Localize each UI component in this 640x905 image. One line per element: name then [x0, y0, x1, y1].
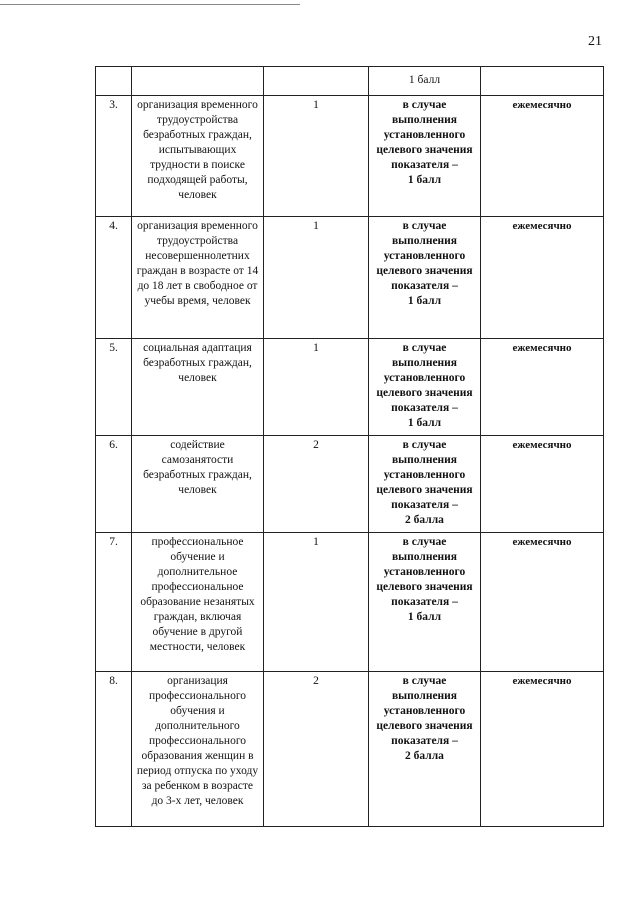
row-indicator: организация временного трудоустройства безработных граждан, испытывающих трудности в поиске подходящей работы, человек	[132, 96, 264, 217]
row-condition: в случае выполнения установленного целевого значения показателя – 2 балла	[369, 672, 481, 827]
cell-condition: 1 балл	[369, 67, 481, 96]
table-row-continuation	[96, 67, 604, 96]
row-period: ежемесячно	[481, 217, 604, 339]
row-period: ежемесячно	[481, 436, 604, 533]
header-rule	[0, 4, 300, 5]
row-points: 1	[264, 217, 369, 339]
row-number: 8.	[96, 672, 132, 827]
row-indicator: профессиональное обучение и дополнительное профессиональное образование незанятых граждан, включая обучение в другой местности, человек	[132, 533, 264, 672]
row-condition: в случае выполнения установленного целевого значения показателя – 1 балл	[369, 339, 481, 436]
row-period: ежемесячно	[481, 533, 604, 672]
cell-num	[96, 67, 132, 96]
row-condition: в случае выполнения установленного целевого значения показателя – 2 балла	[369, 436, 481, 533]
row-points: 2	[264, 672, 369, 827]
table-row	[96, 217, 604, 339]
indicators-table	[95, 66, 604, 827]
table-row	[96, 96, 604, 217]
row-number: 6.	[96, 436, 132, 533]
table-row	[96, 339, 604, 436]
row-period: ежемесячно	[481, 339, 604, 436]
cell-indicator	[132, 67, 264, 96]
row-condition: в случае выполнения установленного целевого значения показателя – 1 балл	[369, 217, 481, 339]
cell-points	[264, 67, 369, 96]
row-indicator: социальная адаптация безработных граждан, человек	[132, 339, 264, 436]
row-period: ежемесячно	[481, 96, 604, 217]
row-number: 7.	[96, 533, 132, 672]
table-row	[96, 533, 604, 672]
row-points: 1	[264, 339, 369, 436]
row-points: 2	[264, 436, 369, 533]
row-indicator: содействие самозанятости безработных граждан, человек	[132, 436, 264, 533]
row-number: 4.	[96, 217, 132, 339]
row-indicator: организация профессионального обучения и дополнительного профессионального образования женщин в период отпуска по уходу за ребенком в возрасте до 3-х лет, человек	[132, 672, 264, 827]
cell-period	[481, 67, 604, 96]
row-number: 5.	[96, 339, 132, 436]
row-period: ежемесячно	[481, 672, 604, 827]
row-indicator: организация временного трудоустройства несовершеннолетних граждан в возрасте от 14 до 18 лет в свободное от учебы время, человек	[132, 217, 264, 339]
row-points: 1	[264, 533, 369, 672]
row-points: 1	[264, 96, 369, 217]
page-number: 21	[588, 34, 602, 49]
table-row	[96, 672, 604, 827]
row-condition: в случае выполнения установленного целевого значения показателя – 1 балл	[369, 96, 481, 217]
row-condition: в случае выполнения установленного целевого значения показателя – 1 балл	[369, 533, 481, 672]
row-number: 3.	[96, 96, 132, 217]
table-row	[96, 436, 604, 533]
